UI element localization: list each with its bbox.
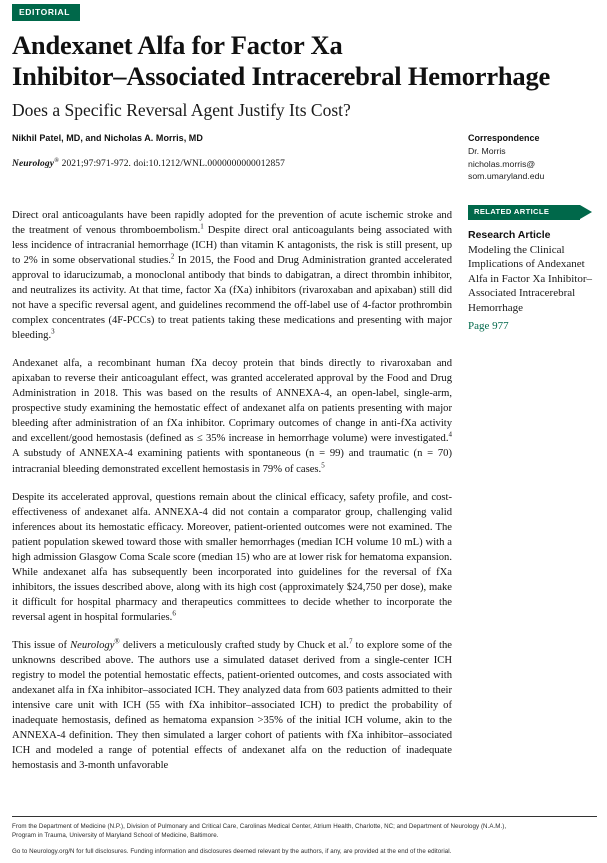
ribbon-arrow-icon <box>580 205 592 219</box>
right-rail <box>468 133 600 332</box>
article-title-line-1: Andexanet Alfa for Factor Xa <box>12 30 343 60</box>
editorial-badge: EDITORIAL <box>12 4 80 21</box>
related-article-ribbon-label: RELATED ARTICLE <box>474 206 550 216</box>
correspondence-heading: Correspondence <box>468 133 540 143</box>
title-block <box>12 30 597 121</box>
article-title-line-2: Inhibitor–Associated Intracerebral Hemorrhage <box>12 60 551 91</box>
related-article-type: Research Article <box>468 228 551 241</box>
body-paragraph-4: This issue of Neurology® delivers a meticulously crafted study by Chuck et al.$^7$ to explore some of the unknowns described above. The authors use a simulated dataset derived from a single-center ICH registry to model the potential hemostatic effects, patient-oriented outcomes, and costs associated with andexanet alfa in fXa inhibitor–associated ICH. They analyzed data from 603 patients admitted to their intensive care unit with ICH (55 with fXa inhibitor–associated ICH) to predict the probability of inadequate hemostasis, defined as hematoma expansion >35% of the initial ICH volume, akin to the ANNEXA-4 definition. They then simulated a larger cohort of patients with fXa inhibitor–associated ICH and modeled a range of potential effects of andexanet alfa on the reduction of inadequate hemostasis and 3-month unfavorable <box>12 637 452 772</box>
affiliation-line-1: From the Department of Medicine (N.P.), Division of Pulmonary and Critical Care, Carolinas Medical Center, Atrium Health, Charlotte, NC; and Department of Neurology (N.A.M.), <box>12 823 507 830</box>
article-subtitle: Does a Specific Reversal Agent Justify Its Cost? <box>12 100 351 121</box>
body-paragraph-1: Direct oral anticoagulants have been rapidly adopted for the prevention of acute ischemic stroke and the treatment of venous thromboembolism.$^1$ Despite direct oral anticoagulants being associated with less incidence of intracranial hemorrhage (ICH) than vitamin K antagonists, the risk is still present, up to 2% in some observational studies.$^2$ In 2015, the Food and Drug Administration granted accelerated approval to idarucizumab, a monoclonal antibody that binds to dabigatran, a direct thrombin inhibitor, and neutralizes its activity. At that time, factor Xa (fXa) inhibitors (rivaroxaban and apixaban) still did not have a specific reversal agent, and guidelines recommend the off-label use of 4-factor prothrombin complex concentrates (4F-PCCs) to treat patients taking these medications and presenting with major bleeding.$^3$ <box>12 210 452 342</box>
affiliation-line-2: Program in Trauma, University of Maryland School of Medicine, Baltimore. <box>12 832 219 840</box>
correspondence-name: Dr. Morris <box>468 146 506 156</box>
related-article-ribbon <box>468 205 594 220</box>
footer-affiliations <box>12 822 600 841</box>
footer-disclosures <box>12 847 600 856</box>
related-article-title[interactable]: Modeling the Clinical Implications of Andexanet Alfa in Factor Xa Inhibitor–Associated Intracerebral Hemorrhage <box>468 243 593 314</box>
body-paragraph-2: Andexanet alfa, a recombinant human fXa decoy protein that binds directly to rivaroxaban and apixaban to reverse their anticoagulant effect, was granted accelerated approval by the Food and Drug Administration in 2018. This was based on the results of ANNEXA-4, an open-label, single-arm, prospective study examining the hemostatic effect of andexanet alfa on patients presenting with major bleeding after administration of an fXa inhibitor. Coprimary outcomes of change in anti-fXa activity and excellent/good hemostasis (defined as ≤ 35% increase in hemorrhage volume) were investigated.$^4$ A substudy of ANNEXA-4 examining patients with spontaneous (n = 99) and traumatic (n = 70) intracranial bleeding demonstrated excellent hemostasis in 79% of cases.$^5$ <box>12 358 452 475</box>
citation-details: 2021;97:971-972. doi:10.1212/WNL.0000000000012857 <box>59 159 285 170</box>
footer <box>12 822 600 856</box>
registered-mark: ® <box>54 157 60 164</box>
body-paragraph-3: Despite its accelerated approval, questions remain about the clinical efficacy, safety profile, and cost-effectiveness of andexanet alfa. ANNEXA-4 did not contain a comparator group, challenging valid inferences about its hemostatic efficacy. Moreover, patient-oriented outcomes were not examined. The patient population skewed toward those with smaller hemorrhages (median ICH volume 10 mL) with a high admission Glasgow Coma Scale score (median 15) who are at lower risk for hematoma expansion. While andexanet alfa has subsequently been incorporated into guidelines for the reversal of fXa inhibitors, the issues described above, along with its high cost (approximately $24,750 per dose), make it difficult for hospital pharmacy and therapeutics committees to decide whether to incorporate the reversal agent in hospital formularies.$^6$ <box>12 491 452 623</box>
journal-name: Neurology <box>12 159 55 170</box>
disclosure-line: Go to Neurology.org/N for full disclosures. Funding information and disclosures deemed relevant by the authors, if any, are provided at the end of the editorial. <box>12 847 452 855</box>
author-byline: Nikhil Patel, MD, and Nicholas A. Morris, MD <box>12 133 203 143</box>
related-article-page[interactable]: Page 977 <box>468 320 509 333</box>
citation-line <box>12 157 285 169</box>
article-body <box>12 208 452 773</box>
footer-divider <box>12 816 597 817</box>
page-title <box>12 30 597 91</box>
correspondence-email-line-2[interactable]: som.umaryland.edu <box>468 171 545 182</box>
correspondence-email-line-1[interactable]: nicholas.morris@ <box>468 158 536 169</box>
